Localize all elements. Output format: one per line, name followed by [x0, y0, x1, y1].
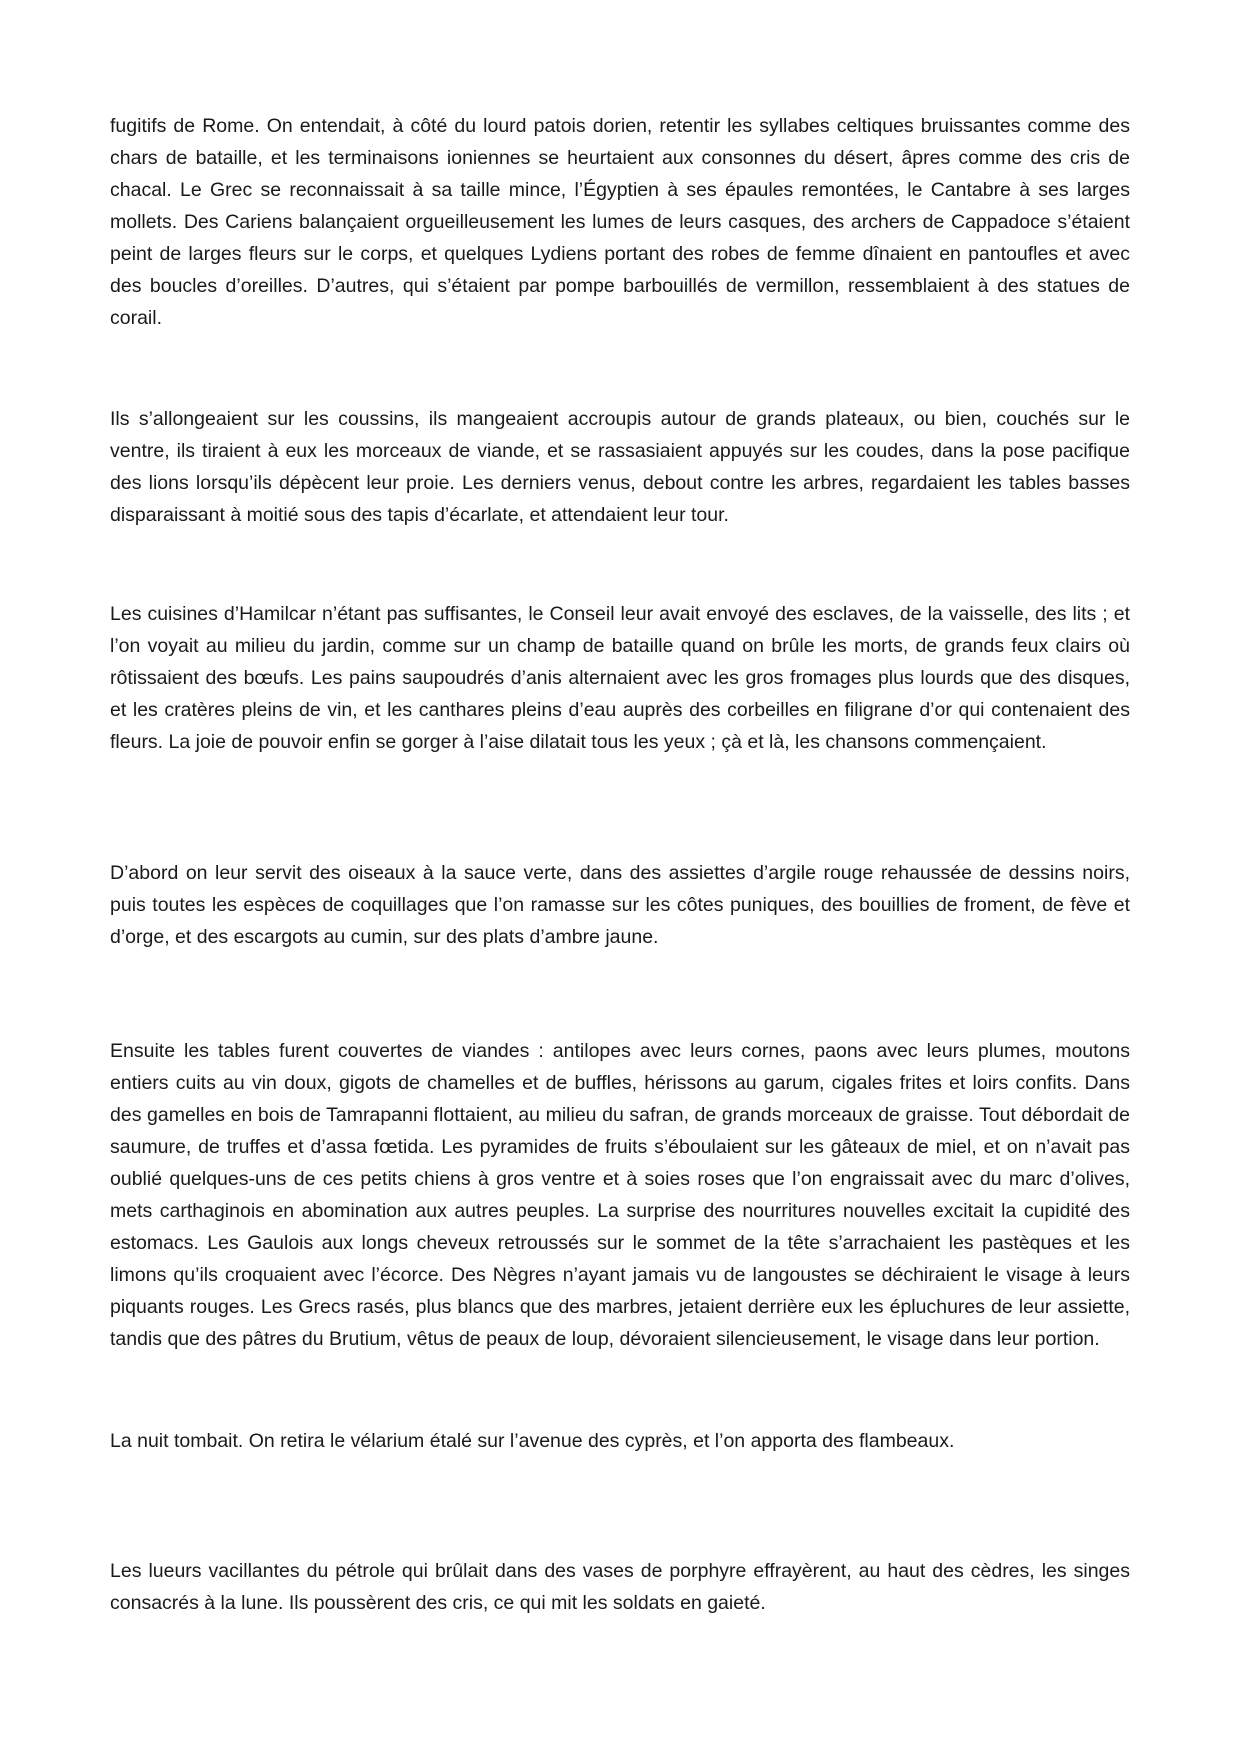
paragraph-4: D’abord on leur servit des oiseaux à la sauce verte, dans des assiettes d’argile rouge rehaussée de dessins noirs, puis toutes les espèces de coquillages que l’on ramasse sur les côtes puniques, des bouillies de froment, de fève et d’orge, et des escargots au cumin, sur des plats d’ambre jaune.: [110, 862, 1130, 948]
paragraph-2: Ils s’allongeaient sur les coussins, ils mangeaient accroupis autour de grands plateaux, ou bien, couchés sur le ventre, ils tiraient à eux les morceaux de viande, et se rassasiaient appuyés sur les coudes, dans la pose pacifique des lions lorsqu’ils dépècent leur proie. Les derniers venus, debout contre les arbres, regardaient les tables basses disparaissant à moitié sous des tapis d’écarlate, et attendaient leur tour.: [110, 408, 1130, 526]
paragraph-1: fugitifs de Rome. On entendait, à côté du lourd patois dorien, retentir les syllabes celtiques bruissantes comme des chars de bataille, et les terminaisons ioniennes se heurtaient aux consonnes du désert, âpres comme des cris de chacal. Le Grec se reconnaissait à sa taille mince, l’Égyptien à ses épaules remontées, le Cantabre à ses larges mollets. Des Cariens balançaient orgueilleusement les lumes de leurs casques, des archers de Cappadoce s’étaient peint de larges fleurs sur le corps, et quelques Lydiens portant des robes de femme dînaient en pantoufles et avec des boucles d’oreilles. D’autres, qui s’étaient par pompe barbouillés de vermillon, ressemblaient à des statues de corail.: [110, 115, 1130, 329]
paragraph-3: Les cuisines d’Hamilcar n’étant pas suffisantes, le Conseil leur avait envoyé des esclaves, de la vaisselle, des lits ; et l’on voyait au milieu du jardin, comme sur un champ de bataille quand on brûle les morts, de grands feux clairs où rôtissaient des bœufs. Les pains saupoudrés d’anis alternaient avec les gros fromages plus lourds que des disques, et les cratères pleins de vin, et les canthares pleins d’eau auprès des corbeilles en filigrane d’or qui contenaient des fleurs. La joie de pouvoir enfin se gorger à l’aise dilatait tous les yeux ; çà et là, les chansons commençaient.: [110, 603, 1130, 753]
paragraph-5: Ensuite les tables furent couvertes de viandes : antilopes avec leurs cornes, paons avec leurs plumes, moutons entiers cuits au vin doux, gigots de chamelles et de buffles, hérissons au garum, cigales frites et loirs confits. Dans des gamelles en bois de Tamrapanni flottaient, au milieu du safran, de grands morceaux de graisse. Tout débordait de saumure, de truffes et d’assa fœtida. Les pyramides de fruits s’éboulaient sur les gâteaux de miel, et on n’avait pas oublié quelques-uns de ces petits chiens à gros ventre et à soies roses que l’on engraissait avec du marc d’olives, mets carthaginois en abomination aux autres peuples. La surprise des nourritures nouvelles excitait la cupidité des estomacs. Les Gaulois aux longs cheveux retroussés sur le sommet de la tête s’arrachaient les pastèques et les limons qu’ils croquaient avec l’écorce. Des Nègres n’ayant jamais vu de langoustes se déchiraient le visage à leurs piquants rouges. Les Grecs rasés, plus blancs que des marbres, jetaient derrière eux les épluchures de leur assiette, tandis que des pâtres du Brutium, vêtus de peaux de loup, dévoraient silencieusement, le visage dans leur portion.: [110, 1040, 1130, 1350]
paragraph-7: Les lueurs vacillantes du pétrole qui brûlait dans des vases de porphyre effrayèrent, au haut des cèdres, les singes consacrés à la lune. Ils poussèrent des cris, ce qui mit les soldats en gaieté.: [110, 1560, 1130, 1614]
paragraph-6: La nuit tombait. On retira le vélarium étalé sur l’avenue des cyprès, et l’on apporta des flambeaux.: [110, 1430, 955, 1452]
